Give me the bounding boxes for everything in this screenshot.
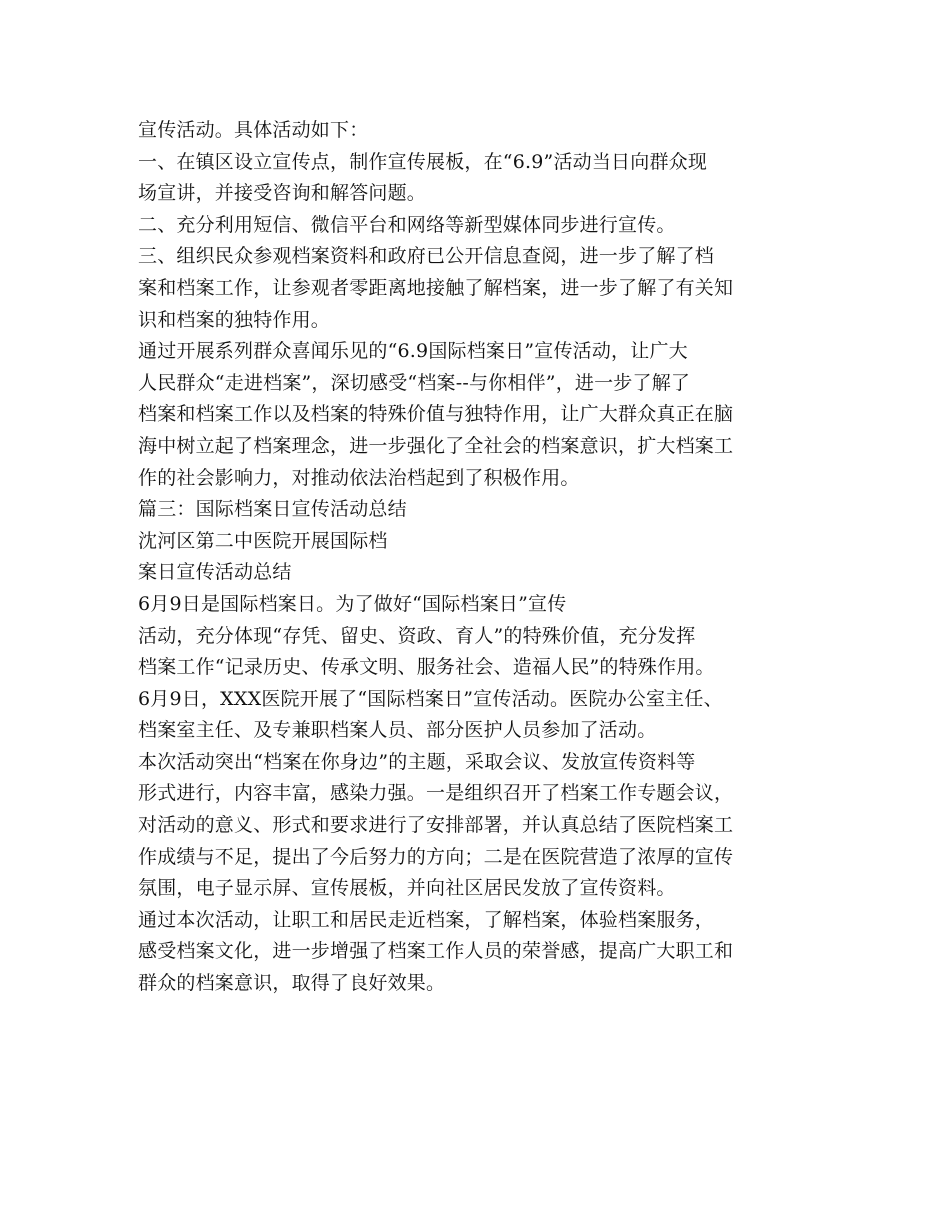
text-line: 一、在镇区设立宣传点，制作宣传展板，在“6.9”活动当日向群众现 (138, 150, 708, 173)
text-line: 群众的档案意识，取得了良好效果。 (138, 972, 446, 995)
text-line: 通过本次活动，让职工和居民走近档案，了解档案，体验档案服务， (138, 908, 715, 931)
text-line: 档案工作“记录历史、传承文明、服务社会、造福人民”的特殊作用。 (138, 656, 715, 679)
text-line: 作成绩与不足，提出了今后努力的方向；二是在医院营造了浓厚的宣传 (138, 845, 734, 868)
text-line: 三、组织民众参观档案资料和政府已公开信息查阅，进一步了解了档 (138, 245, 715, 268)
text-line: 6月9日，XXX医院开展了“国际档案日”宣传活动。医院办公室主任、 (138, 687, 723, 710)
article-title-line: 案日宣传活动总结 (138, 561, 292, 584)
text-line: 通过开展系列群众喜闻乐见的“6.9国际档案日”宣传活动，让广大 (138, 340, 688, 363)
text-line: 作的社会影响力，对推动依法治档起到了积极作用。 (138, 466, 580, 489)
text-line: 二、充分利用短信、微信平台和网络等新型媒体同步进行宣传。 (138, 213, 676, 236)
text-line: 人民群众“走进档案”，深切感受“档案--与你相伴”，进一步了解了 (138, 371, 691, 394)
text-line: 6月9日是国际档案日。为了做好“国际档案日”宣传 (138, 592, 567, 615)
article-title-line: 沈河区第二中医院开展国际档 (138, 529, 388, 552)
text-line: 案和档案工作，让参观者零距离地接触了解档案，进一步了解了有关知 (138, 276, 734, 299)
text-line: 形式进行，内容丰富，感染力强。一是组织召开了档案工作专题会议， (138, 782, 734, 805)
section-heading: 篇三：国际档案日宣传活动总结 (138, 498, 407, 521)
document-body (138, 115, 828, 1000)
text-line: 档案和档案工作以及档案的特殊价值与独特作用，让广大群众真正在脑 (138, 403, 734, 426)
text-line: 本次活动突出“档案在你身边”的主题，采取会议、发放宣传资料等 (138, 750, 696, 773)
text-line: 识和档案的独特作用。 (138, 308, 331, 331)
text-line: 感受档案文化，进一步增强了档案工作人员的荣誉感，提高广大职工和 (138, 940, 734, 963)
text-line: 场宣讲，并接受咨询和解答问题。 (138, 182, 427, 205)
text-line: 活动，充分体现“存凭、留史、资政、育人”的特殊价值，充分发挥 (138, 624, 696, 647)
text-line: 氛围，电子显示屏、宣传展板，并向社区居民发放了宣传资料。 (138, 877, 676, 900)
text-line: 对活动的意义、形式和要求进行了安排部署，并认真总结了医院档案工 (138, 814, 734, 837)
text-line: 海中树立起了档案理念，进一步强化了全社会的档案意识，扩大档案工 (138, 434, 734, 457)
text-line: 档案室主任、及专兼职档案人员、部分医护人员参加了活动。 (138, 719, 657, 742)
text-line: 宣传活动。具体活动如下： (138, 119, 369, 141)
